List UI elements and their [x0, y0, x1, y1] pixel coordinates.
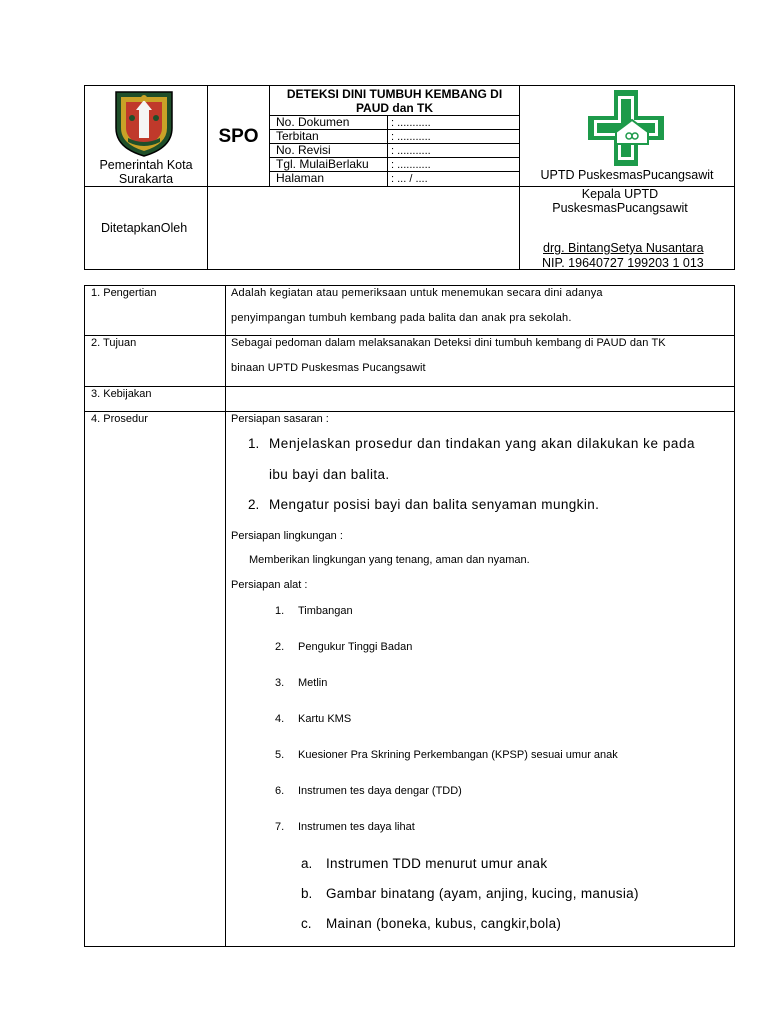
meta-label-no-dokumen: No. Dokumen: [276, 115, 350, 129]
sasaran-item-num: 2.: [248, 497, 260, 512]
approver-name: drg. BintangSetya Nusantara: [543, 241, 704, 255]
sasaran-item-text: Menjelaskan prosedur dan tindakan yang akan dilakukan ke pada: [269, 436, 696, 451]
meta-label-no-revisi: No. Revisi: [276, 143, 331, 157]
org-name: UPTD PuskesmasPucangsawit: [540, 168, 714, 182]
sub-item-num: a.: [301, 856, 313, 871]
pengertian-line2: penyimpangan tumbuh kembang pada balita dan anak pra sekolah.: [231, 312, 572, 324]
persiapan-lingkungan-heading: Persiapan lingkungan :: [231, 530, 343, 542]
logo-caption-line2: Surakarta: [118, 172, 174, 186]
section-label-prosedur: 4. Prosedur: [91, 413, 148, 425]
sasaran-item-text: ibu bayi dan balita.: [269, 467, 390, 482]
surakarta-crest-logo: [112, 88, 176, 158]
alat-item-text: Pengukur Tinggi Badan: [298, 641, 413, 653]
spo-label: SPO: [218, 126, 259, 147]
section-label-pengertian: 1. Pengertian: [91, 287, 157, 299]
doc-title-line2: PAUD dan TK: [355, 101, 434, 115]
sasaran-item-text: Mengatur posisi bayi dan balita senyaman mungkin.: [269, 497, 600, 512]
alat-item-num: 1.: [275, 605, 285, 617]
meta-value-terbitan: : ...........: [391, 131, 431, 143]
meta-label-terbitan: Terbitan: [276, 129, 319, 143]
meta-value-tgl-mulai-berlaku: : ...........: [391, 159, 431, 171]
lingkungan-text: Memberikan lingkungan yang tenang, aman dan nyaman.: [249, 554, 530, 566]
alat-item-text: Kuesioner Pra Skrining Perkembangan (KPSP) sesuai umur anak: [298, 749, 618, 761]
persiapan-sasaran-heading: Persiapan sasaran :: [231, 413, 329, 425]
alat-item-text: Metlin: [298, 677, 328, 689]
alat-item-num: 6.: [275, 785, 285, 797]
approver-nip: NIP. 19640727 199203 1 013: [542, 256, 704, 270]
sub-item-num: c.: [301, 916, 312, 931]
ditetapkan-label: DitetapkanOleh: [101, 221, 188, 235]
sub-item-text: Mainan (boneka, kubus, cangkir,bola): [326, 916, 562, 931]
doc-title-line1: DETEKSI DINI TUMBUH KEMBANG DI: [286, 87, 503, 101]
sub-item-text: Gambar binatang (ayam, anjing, kucing, manusia): [326, 886, 639, 901]
sasaran-item-num: 1.: [248, 436, 260, 451]
approver-title-line1: Kepala UPTD: [581, 187, 659, 201]
approver-title-line2: PuskesmasPucangsawit: [552, 201, 688, 215]
alat-item-num: 5.: [275, 749, 285, 761]
logo-caption-line1: Pemerintah Kota: [99, 158, 193, 172]
persiapan-alat-heading: Persiapan alat :: [231, 579, 308, 591]
alat-item-text: Instrumen tes daya dengar (TDD): [298, 785, 462, 797]
pengertian-line1: Adalah kegiatan atau pemeriksaan untuk menemukan secara dini adanya: [231, 287, 603, 299]
sub-item-num: b.: [301, 886, 313, 901]
tujuan-line2: binaan UPTD Puskesmas Pucangsawit: [231, 362, 426, 374]
alat-item-num: 7.: [275, 821, 285, 833]
meta-value-no-revisi: : ...........: [391, 145, 431, 157]
meta-label-halaman: Halaman: [276, 171, 325, 185]
alat-item-num: 2.: [275, 641, 285, 653]
sub-item-text: Instrumen TDD menurut umur anak: [326, 856, 548, 871]
meta-value-no-dokumen: : ...........: [391, 117, 431, 129]
alat-item-num: 4.: [275, 713, 285, 725]
puskesmas-logo: [586, 88, 666, 168]
alat-item-num: 3.: [275, 677, 285, 689]
section-label-kebijakan: 3. Kebijakan: [91, 388, 152, 400]
meta-value-halaman: : ... / ....: [391, 173, 428, 185]
section-label-tujuan: 2. Tujuan: [91, 337, 137, 349]
meta-label-tgl-mulai-berlaku: Tgl. MulaiBerlaku: [276, 157, 369, 171]
alat-item-text: Timbangan: [298, 605, 353, 617]
alat-item-text: Instrumen tes daya lihat: [298, 821, 415, 833]
tujuan-line1: Sebagai pedoman dalam melaksanakan Deteksi dini tumbuh kembang di PAUD dan TK: [231, 337, 666, 349]
alat-item-text: Kartu KMS: [298, 713, 352, 725]
